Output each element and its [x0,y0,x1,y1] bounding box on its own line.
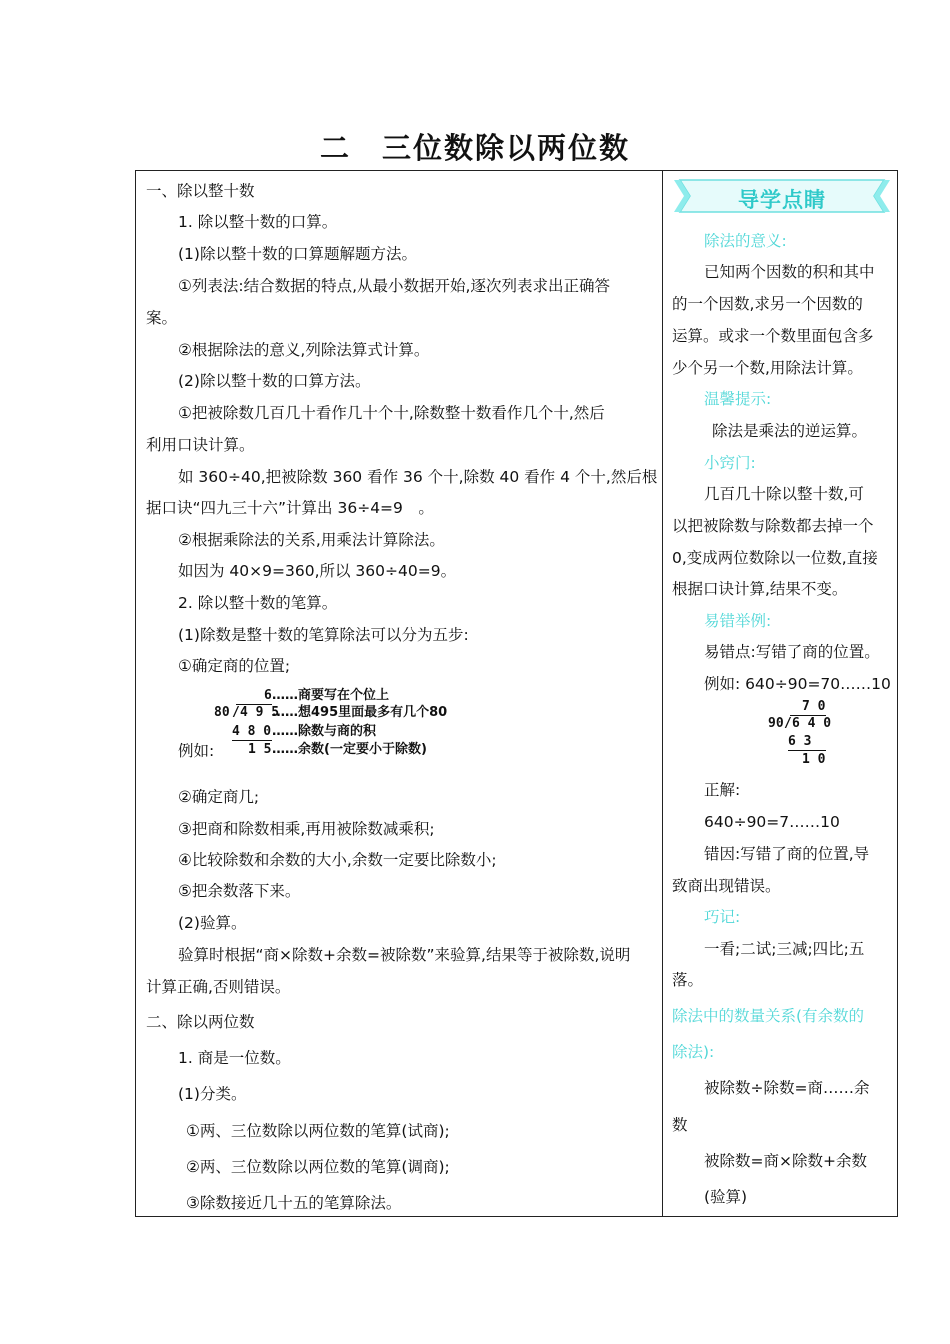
tip-heading: 除法的意义: [704,232,787,250]
text-line: 据口诀“四九三十六”计算出 36÷4=9 。 [146,499,434,517]
product: 6 3 [788,734,812,749]
quotient-note: ……商要写在个位上 [272,688,390,703]
tip-heading: 小窍门: [704,454,756,472]
example-label: 例如: [178,742,215,760]
section-heading: 二、除以两位数 [146,1013,255,1031]
text-line: ①两、三位数除以两位数的笔算(试商); [186,1122,450,1140]
banner-title: 导学点睛 [738,188,826,212]
tip-text: 被除数=商×除数+余数 [704,1152,867,1170]
page-title: 二 三位数除以两位数 [319,131,630,165]
division-bracket: / [232,705,240,720]
tip-text: 正解: [704,781,741,799]
tip-heading: 巧记: [704,908,741,926]
text-line: ②根据乘除法的关系,用乘法计算除法。 [178,531,445,549]
text-line: ②根据除法的意义,列除法算式计算。 [178,341,430,359]
text-line: ③除数接近几十五的笔算除法。 [186,1194,402,1212]
tip-text: 被除数÷除数=商……余 [704,1079,870,1097]
text-line: ①确定商的位置; [178,657,291,675]
content-table [135,170,898,1217]
division-bracket: / [784,716,792,731]
subsection-heading: 1. 除以整十数的口算。 [178,213,338,231]
text-line: ④比较除数和余数的大小,余数一定要比除数小; [178,851,497,869]
product-note: ……除数与商的积 [272,724,377,739]
quotient: 7 0 [802,699,826,714]
guide-banner [674,176,890,216]
tip-text: 一看;二试;三减;四比;五 [704,940,865,958]
tip-heading: 除法): [672,1043,715,1061]
text-line: 验算时根据“商×除数+余数=被除数”来验算,结果等于被除数,说明 [178,946,631,964]
text-line: 案。 [146,309,178,327]
text-line: ①列表法:结合数据的特点,从最小数据开始,逐次列表求出正确答 [178,277,610,295]
text-line: 利用口诀计算。 [146,436,255,454]
dividend: 4 9 5 [240,705,280,720]
text-line: (1)除以整十数的口算题解题方法。 [178,245,417,263]
subsection-heading: 2. 除以整十数的笔算。 [178,594,338,612]
text-line: ③把商和除数相乘,再用被除数减乘积; [178,820,435,838]
tip-text: 少个另一个数,用除法计算。 [672,359,863,377]
tip-text: 致商出现错误。 [672,877,781,895]
remainder-note: ……余数(一定要小于除数) [272,742,427,757]
tip-text: 0,变成两位数除以一位数,直接 [672,549,878,567]
tip-text: 已知两个因数的积和其中 [704,263,875,281]
remainder: 1 5 [248,742,272,757]
long-division-example [214,686,544,761]
subsection-heading: 1. 商是一位数。 [178,1049,291,1067]
tip-text: 根据口诀计算,结果不变。 [672,580,848,598]
text-line: (2)除以整十数的口算方法。 [178,372,371,390]
divisor: 80 [214,705,230,720]
dividend: 6 4 0 [792,716,832,731]
quotient: 6 [264,688,272,703]
tip-text: (验算) [704,1188,748,1206]
tip-heading: 除法中的数量关系(有余数的 [672,1007,865,1025]
remainder: 1 0 [802,752,826,767]
text-line: (2)验算。 [178,914,247,932]
tip-text: 除法是乘法的逆运算。 [712,422,868,440]
tip-text: 例如: 640÷90=70……10 [704,675,891,693]
tip-text: 以把被除数与除数都去掉一个 [672,517,874,535]
section-heading: 一、除以整十数 [146,182,255,200]
divisor: 90 [768,716,784,731]
tip-text: 640÷90=7……10 [704,813,840,831]
text-line: 如因为 40×9=360,所以 360÷40=9。 [178,562,457,580]
tip-heading: 温馨提示: [704,390,772,408]
tip-text: 的一个因数,求另一个因数的 [672,295,863,313]
product: 4 8 0 [232,724,272,739]
text-line: (1)除数是整十数的笔算除法可以分为五步: [178,626,469,644]
text-line: (1)分类。 [178,1085,247,1103]
text-line: 计算正确,否则错误。 [146,978,291,996]
wrong-division-example [768,698,838,770]
dividend-note: ……想495里面最多有几个80 [272,705,448,720]
text-line: ①把被除数几百几十看作几十个十,除数整十数看作几个十,然后 [178,404,605,422]
tip-text: 运算。或求一个数里面包含多 [672,327,874,345]
tip-text: 几百几十除以整十数,可 [704,485,864,503]
tip-text: 错因:写错了商的位置,导 [704,845,870,863]
tip-text: 数 [672,1116,688,1134]
text-line: ②确定商几; [178,788,260,806]
column-divider [662,171,663,1216]
text-line: ⑤把余数落下来。 [178,882,301,900]
tip-text: 易错点:写错了商的位置。 [704,643,880,661]
text-line: 如 360÷40,把被除数 360 看作 36 个十,除数 40 看作 4 个十,然后根 [178,468,658,486]
tip-text: 落。 [672,971,704,989]
tip-heading: 易错举例: [704,612,772,630]
text-line: ②两、三位数除以两位数的笔算(调商); [186,1158,450,1176]
